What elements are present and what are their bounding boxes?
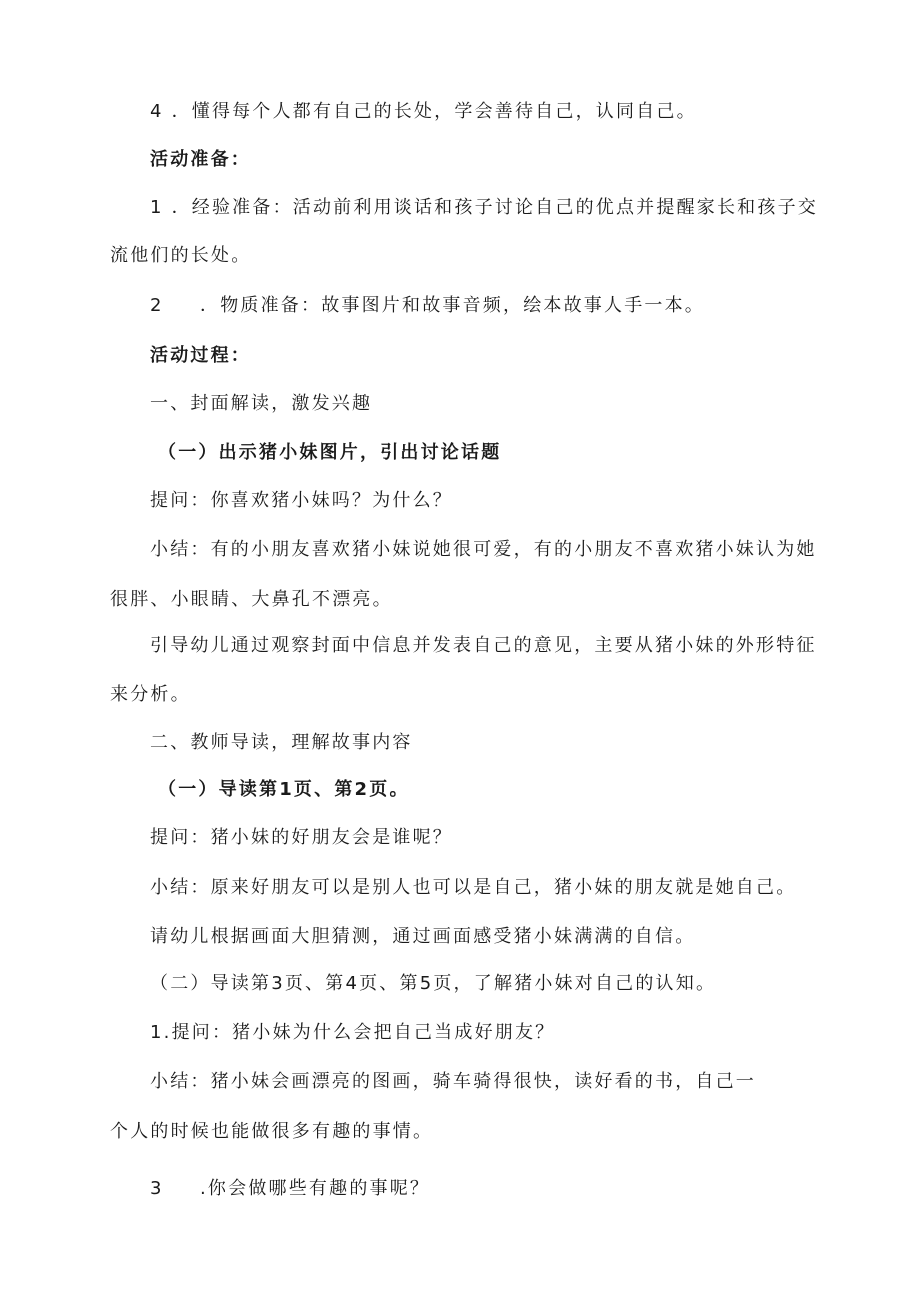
summary-3-line2: 个人的时候也能做很多有趣的事情。 bbox=[110, 1121, 434, 1142]
heading-preparation: 活动准备： bbox=[150, 149, 251, 170]
question-2: 提问：猪小妹的好朋友会是谁呢？ bbox=[150, 827, 453, 848]
summary-2: 小结：原来好朋友可以是别人也可以是自己，猪小妹的朋友就是她自己。 bbox=[150, 877, 797, 898]
guidance-1-line2: 来分析。 bbox=[110, 684, 191, 705]
preparation-1-line1: 1 ．经验准备：活动前利用谈话和孩子讨论自己的优点并提醒家长和孩子交 bbox=[150, 197, 818, 218]
subsection-2-1-title: （一）导读第1页、第2页。 bbox=[158, 779, 410, 800]
section-1-title: 一、封面解读，激发兴趣 bbox=[150, 393, 373, 414]
subsection-2-2-title: （二）导读第3页、第4页、第5页，了解猪小妹对自己的认知。 bbox=[150, 973, 717, 994]
question-4-number: 3 bbox=[150, 1178, 164, 1199]
guidance-2: 请幼儿根据画面大胆猜测，通过画面感受猪小妹满满的自信。 bbox=[150, 926, 696, 947]
preparation-1-line2: 流他们的长处。 bbox=[110, 245, 252, 266]
heading-process: 活动过程： bbox=[150, 345, 251, 366]
summary-3-line1: 小结：猪小妹会画漂亮的图画，骑车骑得很快，读好看的书，自己一 bbox=[150, 1071, 756, 1092]
guidance-1-line1: 引导幼儿通过观察封面中信息并发表自己的意见，主要从猪小妹的外形特征 bbox=[150, 635, 817, 656]
preparation-2-number: 2 bbox=[150, 295, 164, 316]
subsection-1-1-title: （一）出示猪小妹图片，引出讨论话题 bbox=[158, 442, 502, 463]
summary-1-line2: 很胖、小眼睛、大鼻孔不漂亮。 bbox=[110, 589, 393, 610]
section-2-title: 二、教师导读，理解故事内容 bbox=[150, 732, 413, 753]
question-1: 提问：你喜欢猪小妹吗？为什么？ bbox=[150, 490, 453, 511]
objective-4: 4 ．懂得每个人都有自己的长处，学会善待自己，认同自己。 bbox=[150, 101, 697, 122]
summary-1-line1: 小结：有的小朋友喜欢猪小妹说她很可爱，有的小朋友不喜欢猪小妹认为她 bbox=[150, 539, 817, 560]
question-4-text: .你会做哪些有趣的事呢？ bbox=[200, 1178, 431, 1199]
preparation-2-text: ．物质准备：故事图片和故事音频，绘本故事人手一本。 bbox=[200, 295, 705, 316]
question-3: 1.提问：猪小妹为什么会把自己当成好朋友？ bbox=[150, 1022, 556, 1043]
